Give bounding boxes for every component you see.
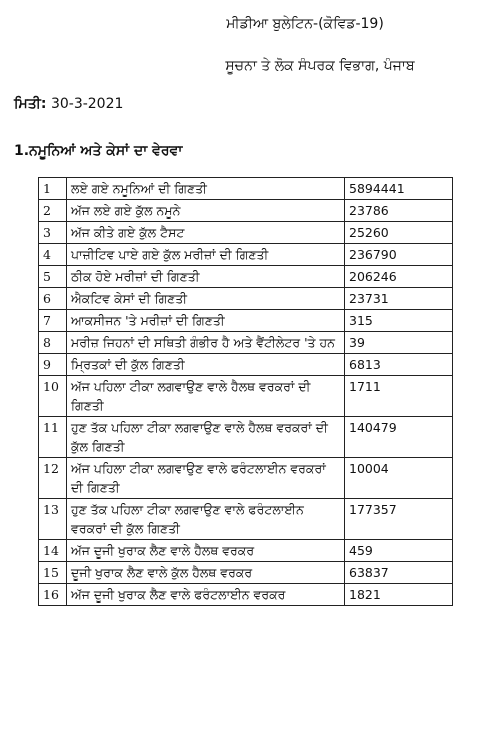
table-row [39, 178, 453, 200]
row-value: 23786 [345, 200, 453, 222]
row-label: ਠੀਕ ਹੋਏ ਮਰੀਜ਼ਾਂ ਦੀ ਗਿਣਤੀ [67, 266, 345, 288]
row-value: 206246 [345, 266, 453, 288]
row-number: 7 [39, 310, 67, 332]
row-label: ਮ੍ਰਿਤਕਾਂ ਦੀ ਕੁੱਲ ਗਿਣਤੀ [67, 354, 345, 376]
row-label: ਅੱਜ ਪਹਿਲਾ ਟੀਕਾ ਲਗਵਾਉਣ ਵਾਲੇ ਫਰੰਟਲਾਈਨ ਵਰਕਰਾਂ ਦੀ ਗਿਣਤੀ [67, 458, 345, 499]
date-value: 30-3-2021 [50, 96, 124, 112]
row-label: ਦੂਜੀ ਖੁਰਾਕ ਲੈਣ ਵਾਲੇ ਕੁੱਲ ਹੈਲਥ ਵਰਕਰ [67, 562, 345, 584]
row-value: 63837 [345, 562, 453, 584]
row-value: 177357 [345, 499, 453, 540]
date-line [14, 96, 123, 112]
section-title: 1.ਨਮੂਨਿਆਂ ਅਤੇ ਕੇਸਾਂ ਦਾ ਵੇਰਵਾ [14, 143, 183, 159]
row-label: ਆਕਸੀਜਨ 'ਤੇ ਮਰੀਜ਼ਾਂ ਦੀ ਗਿਣਤੀ [67, 310, 345, 332]
row-label: ਹੁਣ ਤੱਕ ਪਹਿਲਾ ਟੀਕਾ ਲਗਵਾਉਣ ਵਾਲੇ ਹੈਲਥ ਵਰਕਰਾਂ ਦੀ ਕੁੱਲ ਗਿਣਤੀ [67, 417, 345, 458]
row-value: 23731 [345, 288, 453, 310]
row-value: 6813 [345, 354, 453, 376]
row-number: 14 [39, 540, 67, 562]
row-value: 1711 [345, 376, 453, 417]
row-number: 3 [39, 222, 67, 244]
table-row [39, 288, 453, 310]
row-label: ਐਕਟਿਵ ਕੇਸਾਂ ਦੀ ਗਿਣਤੀ [67, 288, 345, 310]
table-row [39, 540, 453, 562]
row-number: 13 [39, 499, 67, 540]
row-label: ਮਰੀਜ਼ ਜਿਹਨਾਂ ਦੀ ਸਥਿਤੀ ਗੰਭੀਰ ਹੈ ਅਤੇ ਵੈਂਟੀਲੇਟਰ 'ਤੇ ਹਨ [67, 332, 345, 354]
row-value: 25260 [345, 222, 453, 244]
table-row [39, 376, 453, 417]
row-number: 1 [39, 178, 67, 200]
table-row [39, 266, 453, 288]
row-label: ਅੱਜ ਪਹਿਲਾ ਟੀਕਾ ਲਗਵਾਉਣ ਵਾਲੇ ਹੈਲਥ ਵਰਕਰਾਂ ਦੀ ਗਿਣਤੀ [67, 376, 345, 417]
table-row [39, 310, 453, 332]
row-value: 39 [345, 332, 453, 354]
row-number: 12 [39, 458, 67, 499]
row-label: ਹੁਣ ਤੱਕ ਪਹਿਲਾ ਟੀਕਾ ਲਗਵਾਉਣ ਵਾਲੇ ਫਰੰਟਲਾਈਨ ਵਰਕਰਾਂ ਦੀ ਕੁੱਲ ਗਿਣਤੀ [67, 499, 345, 540]
row-number: 5 [39, 266, 67, 288]
table-row [39, 354, 453, 376]
table-row [39, 332, 453, 354]
department-name: ਸੂਚਨਾ ਤੇ ਲੋਕ ਸੰਪਰਕ ਵਿਭਾਗ, ਪੰਜਾਬ [225, 58, 415, 74]
table-row [39, 499, 453, 540]
row-label: ਅੱਜ ਦੂਜੀ ਖੁਰਾਕ ਲੈਣ ਵਾਲੇ ਫਰੰਟਲਾਈਨ ਵਰਕਰ [67, 584, 345, 606]
row-number: 10 [39, 376, 67, 417]
row-value: 236790 [345, 244, 453, 266]
row-label: ਅੱਜ ਦੂਜੀ ਖੁਰਾਕ ਲੈਣ ਵਾਲੇ ਹੈਲਥ ਵਰਕਰ [67, 540, 345, 562]
row-number: 2 [39, 200, 67, 222]
row-value: 315 [345, 310, 453, 332]
row-value: 10004 [345, 458, 453, 499]
table-row [39, 584, 453, 606]
table-row [39, 244, 453, 266]
row-value: 5894441 [345, 178, 453, 200]
table-row [39, 200, 453, 222]
row-value: 140479 [345, 417, 453, 458]
row-value: 459 [345, 540, 453, 562]
row-number: 8 [39, 332, 67, 354]
row-label: ਅੱਜ ਲਏ ਗਏ ਕੁੱਲ ਨਮੂਨੇ [67, 200, 345, 222]
row-value: 1821 [345, 584, 453, 606]
table-row [39, 562, 453, 584]
table-row [39, 222, 453, 244]
bulletin-title: ਮੀਡੀਆ ਬੁਲੇਟਿਨ-(ਕੋਵਿਡ-19) [226, 16, 384, 32]
row-label: ਲਏ ਗਏ ਨਮੂਨਿਆਂ ਦੀ ਗਿਣਤੀ [67, 178, 345, 200]
row-label: ਪਾਜ਼ੀਟਿਵ ਪਾਏ ਗਏ ਕੁੱਲ ਮਰੀਜ਼ਾਂ ਦੀ ਗਿਣਤੀ [67, 244, 345, 266]
row-number: 4 [39, 244, 67, 266]
table-row [39, 458, 453, 499]
row-label: ਅੱਜ ਕੀਤੇ ਗਏ ਕੁੱਲ ਟੈਸਟ [67, 222, 345, 244]
row-number: 11 [39, 417, 67, 458]
date-label: ਮਿਤੀ: [14, 96, 47, 112]
row-number: 16 [39, 584, 67, 606]
cases-table [38, 177, 453, 606]
table-row [39, 417, 453, 458]
row-number: 6 [39, 288, 67, 310]
row-number: 9 [39, 354, 67, 376]
row-number: 15 [39, 562, 67, 584]
